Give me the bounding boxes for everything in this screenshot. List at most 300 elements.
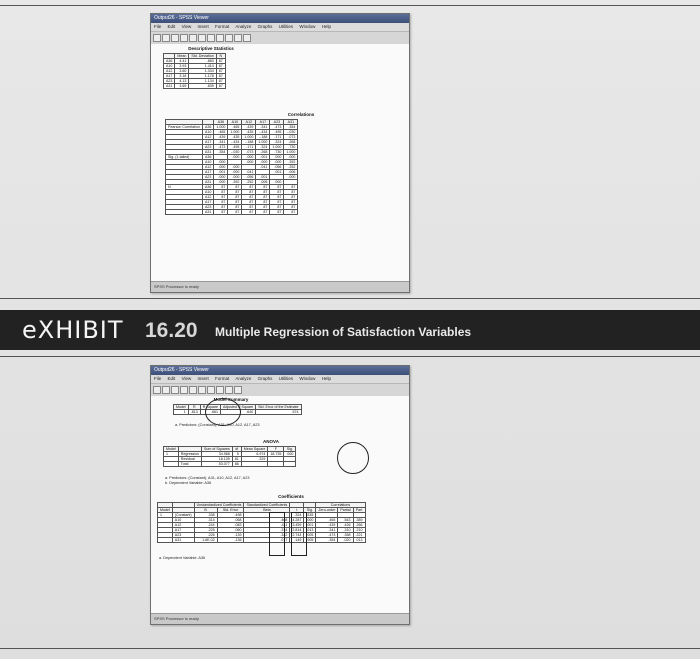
table-row <box>166 155 298 160</box>
table-cell: .465 <box>214 130 228 135</box>
table-cell: 87 <box>284 200 298 205</box>
menu-view[interactable]: View <box>181 376 192 381</box>
table-cell: .324 <box>290 513 304 518</box>
table-cell: .252 <box>242 180 256 185</box>
table-cell: .060 <box>217 528 244 533</box>
table-cell: 5 <box>232 452 241 457</box>
table-cell: 87 <box>242 205 256 210</box>
table-cell: .017 <box>244 538 290 543</box>
table-cell: .439 <box>316 523 338 528</box>
table-cell: .905 <box>304 538 316 543</box>
t-column-highlight <box>269 512 285 556</box>
table-cell: 87 <box>242 195 256 200</box>
table-cell: 87 <box>270 205 284 210</box>
table-cell: A10 <box>202 190 213 195</box>
table-cell: .221 <box>353 533 365 538</box>
table-cell: -.434 <box>256 130 270 135</box>
table-cell: .439 <box>214 135 228 140</box>
table-cell: .498 <box>217 513 244 518</box>
correlations-body <box>166 125 298 215</box>
table-cell: Residual <box>178 457 201 462</box>
exhibit-caption: Multiple Regression of Satisfaction Variables <box>215 325 472 339</box>
top-rule <box>0 5 700 6</box>
table-cell: 87 <box>256 195 270 200</box>
table-cell: .000 <box>284 175 298 180</box>
table-cell: .000 <box>228 165 242 170</box>
table-cell: 87 <box>214 195 228 200</box>
coefficients-title: Coefficients <box>278 494 304 499</box>
descriptives-body <box>164 59 226 89</box>
descriptives-table: Mean Std. Deviation N A36 4.41 .883 87 A10 3.93 1.414 87 A12 3.60 1.334 87 A17 3.16 1.178 87 A23 4.13 1.134 87 A31 3.69 .839 87 <box>163 53 226 89</box>
table-cell: .001 <box>214 170 228 175</box>
table-cell: .314 <box>194 518 217 523</box>
table-cell: 87 <box>216 84 225 89</box>
variables-icon[interactable] <box>225 386 233 394</box>
table-cell: .001 <box>256 175 270 180</box>
anova-note-b: b. Dependent Variable: A36 <box>165 481 212 485</box>
table-cell: -.188 <box>256 135 270 140</box>
table-cell: .068 <box>217 518 244 523</box>
model-summary-title: Model Summary <box>213 397 249 402</box>
table-row <box>164 462 296 467</box>
table-cell: 1.000 <box>270 145 284 150</box>
exhibit-number: 16.20 <box>145 319 198 342</box>
table-cell <box>164 462 179 467</box>
table-cell: .006 <box>256 180 270 185</box>
table-cell: 87 <box>214 185 228 190</box>
menu-analyze[interactable]: Analyze <box>235 376 252 381</box>
table-cell: Sig. (1-tailed) <box>166 155 203 160</box>
menu-window[interactable]: Window <box>299 24 316 29</box>
table-cell: .435 <box>242 130 256 135</box>
table-cell: .426 <box>338 523 353 528</box>
table-cell: 87 <box>214 210 228 215</box>
table-cell: 18.735 <box>268 452 284 457</box>
table-cell: .210 <box>353 528 365 533</box>
table-cell: 87 <box>214 200 228 205</box>
model-summary-note: a. Predictors: (Constant), A31, A10, A12, A17, A23 <box>175 423 260 427</box>
table-cell: 1.334 <box>189 69 216 74</box>
table-cell: 87 <box>228 200 242 205</box>
menu-bar <box>151 375 409 384</box>
table-cell: 86 <box>232 462 241 467</box>
table-cell <box>158 538 173 543</box>
table-cell: .358 <box>338 533 353 538</box>
table-cell: 87 <box>228 210 242 215</box>
table-cell: .000 <box>242 155 256 160</box>
menu-utilities[interactable]: Utilities <box>278 24 294 29</box>
table-cell: A12 <box>202 195 213 200</box>
table-cell: .252 <box>284 165 298 170</box>
table-cell: .535 <box>304 513 316 518</box>
table-cell: 1.6E-02 <box>194 538 217 543</box>
table-cell: .000 <box>228 155 242 160</box>
output-pane <box>151 396 409 614</box>
menu-edit[interactable]: Edit <box>167 376 176 381</box>
table-cell: 1.134 <box>189 79 216 84</box>
table-cell: 3.16 <box>175 74 189 79</box>
table-cell: 87 <box>216 74 225 79</box>
table-cell: .310 <box>338 528 353 533</box>
table-cell: A12 <box>202 165 213 170</box>
menu-file[interactable]: File <box>154 376 162 381</box>
table-cell: A36 <box>202 125 213 130</box>
table-cell: 87 <box>256 185 270 190</box>
table-cell: A23 <box>172 533 194 538</box>
table-cell: 3.69 <box>175 84 189 89</box>
table-cell: 4.41 <box>175 59 189 64</box>
table-cell: 87 <box>214 205 228 210</box>
table-cell: A17 <box>202 170 213 175</box>
table-cell: 87 <box>284 190 298 195</box>
table-cell: 1.000 <box>228 130 242 135</box>
table-cell: .338 <box>194 513 217 518</box>
export-icon[interactable] <box>189 34 197 42</box>
window-title: Output26 - SPSS Viewer <box>151 14 409 23</box>
table-cell: A31 <box>172 538 194 543</box>
table-cell: .341 <box>256 125 270 130</box>
table-cell: .268 <box>284 140 298 145</box>
table-cell: .000 <box>256 160 270 165</box>
table-cell: 87 <box>284 195 298 200</box>
undo-icon[interactable] <box>198 34 206 42</box>
select-icon[interactable] <box>234 34 242 42</box>
table-cell: 1.178 <box>189 74 216 79</box>
table-cell: .468 <box>244 518 290 523</box>
table-cell: 53.077 <box>201 462 232 467</box>
table-cell: 81 <box>232 457 241 462</box>
print-icon[interactable] <box>171 386 179 394</box>
table-cell: .392 <box>284 160 298 165</box>
table-row <box>158 538 366 543</box>
table-cell: 1 <box>158 513 173 518</box>
table-cell: 6.974 <box>241 452 268 457</box>
table-cell: A17 <box>202 140 213 145</box>
table-cell: 3.60 <box>175 69 189 74</box>
goto-data-icon[interactable] <box>207 34 215 42</box>
table-cell: .000 <box>270 180 284 185</box>
table-cell: 87 <box>242 200 256 205</box>
correlations-title: Correlations <box>287 112 315 117</box>
table-cell: A17 <box>164 74 175 79</box>
table-cell: 18.109 <box>201 457 232 462</box>
table-cell: 87 <box>270 210 284 215</box>
table-cell: .000 <box>228 175 242 180</box>
preview-icon[interactable] <box>180 386 188 394</box>
open-icon[interactable] <box>153 386 161 394</box>
table-cell: .495 <box>270 130 284 135</box>
table-cell: .149 <box>290 538 304 543</box>
table-cell: 1.414 <box>189 64 216 69</box>
table-cell: .883 <box>189 59 216 64</box>
menu-format[interactable]: Format <box>215 376 230 381</box>
menu-edit[interactable]: Edit <box>167 24 176 29</box>
print-icon[interactable] <box>171 34 179 42</box>
table-cell: A23 <box>202 175 213 180</box>
sig-highlight <box>337 442 369 474</box>
table-cell: .324 <box>270 140 284 145</box>
table-cell: .392 <box>228 180 242 185</box>
table-cell: .000 <box>228 170 242 175</box>
table-cell: .329 <box>241 457 268 462</box>
table-cell: A12 <box>164 69 175 74</box>
table-cell: .083 <box>217 523 244 528</box>
table-cell: .073 <box>284 135 298 140</box>
table-cell: -.188 <box>242 140 256 145</box>
table-cell: A31 <box>202 150 213 155</box>
coefficients-table: Unstandardized Coefficients Standardized Coefficients Correlations Model B Std. Error Beta t Sig. Zero-order Partial Part 1 (Constant) .338 .498 .324 .535 A10 .314 .068 .468 4.287 .000 .465 .543 .389 A12 .244 .083 .411 3.459 .001 .439 .426 .266 A17 .225 .060 .314 2.814 .013 .341 .310 .210 A23 .226 .139 .342 2.744 .005 .473 .358 .221 A31 1.6E-02 .136 .017 .149 .905 .354 .020 .013 <box>157 502 366 543</box>
table-cell: 87 <box>216 79 225 84</box>
undo-icon[interactable] <box>198 386 206 394</box>
table-cell <box>268 462 284 467</box>
table-cell: .465 <box>316 518 338 523</box>
table-cell: A36 <box>202 185 213 190</box>
table-cell: .000 <box>214 165 228 170</box>
table-cell: -.030 <box>228 150 242 155</box>
chart-icon[interactable] <box>216 386 224 394</box>
table-cell: 3.93 <box>175 64 189 69</box>
table-cell: .324 <box>256 145 270 150</box>
table-cell: A23 <box>202 205 213 210</box>
table-cell: .136 <box>217 538 244 543</box>
table-cell: A23 <box>164 79 175 84</box>
table-cell: 87 <box>228 190 242 195</box>
table-cell: .473 <box>270 125 284 130</box>
correlations-table: A36 A10 A12 A17 A23 A31 Pearson Correlation A36 1.000 .465 .439 .341 .473 .354 A10 .465 1.000 .435 -.434 .495 -.030 A12 .439 .435 1.000 -.188 .171 .073 A17 .341 -.434 -.188 1.000 .324 .268 A23 .473 .495 .171 .324 1.000 .730 A31 .354 -.030 .073 .268 .730 1.000 Sig. (1-tailed) A36 .000 .000 .001 .000 .000 A10 .000 .000 .000 .000 .392 A12 .000 .000 .041 .056 .252 A17 .001 .000 .041 .001 .006 A23 .000 .000 .056 .001 .000 A31 .000 .392 .252 .006 .000 N A36 87 87 87 87 87 87 A10 87 87 87 87 87 87 A12 87 87 87 87 87 87 A17 87 87 87 87 87 87 A23 87 87 87 87 87 87 A31 87 87 87 87 87 87 <box>165 119 298 215</box>
table-cell: -.030 <box>284 130 298 135</box>
table-cell: A17 <box>202 200 213 205</box>
table-cell: .056 <box>270 165 284 170</box>
table-cell: A12 <box>202 135 213 140</box>
chart-icon[interactable] <box>216 34 224 42</box>
r-square-highlight <box>205 398 241 426</box>
table-cell: .226 <box>194 533 217 538</box>
table-cell: .000 <box>270 160 284 165</box>
table-cell: A10 <box>172 518 194 523</box>
menu-insert[interactable]: Insert <box>197 24 209 29</box>
table-cell: 87 <box>214 190 228 195</box>
table-row <box>164 452 296 457</box>
table-cell: .266 <box>353 523 365 528</box>
table-cell: Total <box>178 462 201 467</box>
table-row <box>164 84 226 89</box>
table-cell: .000 <box>284 452 296 457</box>
rule-below-banner <box>0 356 700 357</box>
table-cell: 87 <box>228 195 242 200</box>
table-cell: .171 <box>270 135 284 140</box>
table-cell: 34.968 <box>201 452 232 457</box>
table-cell: .730 <box>284 145 298 150</box>
status-bar: SPSS Processor is ready <box>151 281 409 292</box>
model-summary-table: Model R R Square Adjusted R Square Std. Error of the Estimate 1 .813 .661 .640 .574 <box>173 404 302 415</box>
table-cell: 1.000 <box>214 125 228 130</box>
table-row <box>166 210 298 215</box>
table-cell: 87 <box>242 190 256 195</box>
menu-help[interactable]: Help <box>321 24 331 29</box>
table-cell: A10 <box>202 160 213 165</box>
menu-window[interactable]: Window <box>299 376 316 381</box>
menu-help[interactable]: Help <box>321 376 331 381</box>
table-cell: .000 <box>214 175 228 180</box>
table-cell: .411 <box>244 523 290 528</box>
status-bar: SPSS Processor is ready <box>151 613 409 624</box>
table-cell: .013 <box>353 538 365 543</box>
table-cell: 87 <box>270 190 284 195</box>
table-cell: .000 <box>284 155 298 160</box>
table-cell: .001 <box>304 523 316 528</box>
table-cell: 2.744 <box>290 533 304 538</box>
table-cell: .056 <box>242 175 256 180</box>
bottom-rule <box>0 648 700 649</box>
exhibit-banner <box>0 310 700 350</box>
table-cell: .005 <box>304 533 316 538</box>
table-cell: .354 <box>316 538 338 543</box>
table-cell: 4.13 <box>175 79 189 84</box>
table-cell: A31 <box>164 84 175 89</box>
menu-view[interactable]: View <box>181 24 192 29</box>
table-cell: .041 <box>256 165 270 170</box>
table-cell: .000 <box>304 518 316 523</box>
table-cell: 87 <box>216 69 225 74</box>
exhibit-word: eXHIBIT <box>22 316 124 344</box>
table-cell: 87 <box>270 195 284 200</box>
save-icon[interactable] <box>162 386 170 394</box>
menu-graphs[interactable]: Graphs <box>257 376 273 381</box>
table-cell: .543 <box>338 518 353 523</box>
table-cell: .171 <box>242 145 256 150</box>
table-cell: Pearson Correlation <box>166 125 203 130</box>
spss-window-descriptives <box>150 13 410 293</box>
table-cell: 87 <box>256 205 270 210</box>
table-cell: 87 <box>228 205 242 210</box>
table-cell: N <box>166 185 203 190</box>
table-cell: 87 <box>242 185 256 190</box>
table-cell: .000 <box>214 160 228 165</box>
menu-analyze[interactable]: Analyze <box>235 24 252 29</box>
sig-column-highlight <box>291 512 307 556</box>
variables-icon[interactable] <box>225 34 233 42</box>
table-row <box>166 125 298 130</box>
table-cell: 87 <box>284 210 298 215</box>
export-icon[interactable] <box>189 386 197 394</box>
table-cell: .073 <box>242 150 256 155</box>
table-cell: 4.287 <box>290 518 304 523</box>
anova-note-a: a. Predictors: (Constant), A31, A10, A12, A17, A23 <box>165 476 250 480</box>
table-cell: .225 <box>194 528 217 533</box>
table-cell: .439 <box>242 125 256 130</box>
table-cell: 3.459 <box>290 523 304 528</box>
menu-graphs[interactable]: Graphs <box>257 24 273 29</box>
table-cell: 87 <box>228 185 242 190</box>
table-cell <box>284 462 296 467</box>
table-cell: -.434 <box>228 140 242 145</box>
table-cell: 1.000 <box>256 140 270 145</box>
table-cell: A36 <box>164 59 175 64</box>
table-cell: A12 <box>172 523 194 528</box>
table-cell: Regression <box>178 452 201 457</box>
table-cell: .000 <box>270 155 284 160</box>
table-cell: .354 <box>214 150 228 155</box>
table-cell: .342 <box>244 533 290 538</box>
table-cell: .473 <box>316 533 338 538</box>
table-cell: 1 <box>164 452 179 457</box>
save-icon[interactable] <box>162 34 170 42</box>
table-cell: 87 <box>256 190 270 195</box>
table-cell: 87 <box>242 210 256 215</box>
table-cell: (Constant) <box>172 513 194 518</box>
table-cell: .730 <box>270 150 284 155</box>
table-cell: .354 <box>284 125 298 130</box>
coefficients-note: a. Dependent Variable: A36 <box>159 556 206 560</box>
menu-bar <box>151 23 409 32</box>
table-cell: .041 <box>242 170 256 175</box>
descriptives-title: Descriptive Statistics <box>188 46 234 51</box>
spss-window-regression <box>150 365 410 625</box>
table-cell: .465 <box>228 125 242 130</box>
preview-icon[interactable] <box>180 34 188 42</box>
table-cell: .001 <box>256 155 270 160</box>
table-cell: .139 <box>217 533 244 538</box>
table-cell: 1.000 <box>242 135 256 140</box>
table-cell: 87 <box>216 64 225 69</box>
table-cell: .495 <box>228 145 242 150</box>
open-icon[interactable] <box>153 34 161 42</box>
table-cell: A31 <box>202 210 213 215</box>
table-cell: .268 <box>256 150 270 155</box>
menu-utilities[interactable]: Utilities <box>278 376 294 381</box>
output-pane <box>151 44 409 282</box>
table-cell: .244 <box>194 523 217 528</box>
table-cell: .341 <box>214 140 228 145</box>
insert-icon[interactable] <box>243 34 251 42</box>
table-cell: A10 <box>202 130 213 135</box>
table-cell: .000 <box>242 160 256 165</box>
table-cell: 87 <box>256 210 270 215</box>
window-title: Output26 - SPSS Viewer <box>151 366 409 375</box>
table-cell: A36 <box>202 155 213 160</box>
table-cell: 87 <box>270 185 284 190</box>
table-cell: 1.000 <box>284 150 298 155</box>
menu-file[interactable]: File <box>154 24 162 29</box>
anova-title: ANOVA <box>263 439 279 444</box>
table-cell: 2.814 <box>290 528 304 533</box>
rule-above-banner <box>0 298 700 299</box>
table-cell: A23 <box>202 145 213 150</box>
anova-body <box>164 452 296 467</box>
table-cell: .006 <box>284 170 298 175</box>
table-cell: 87 <box>270 200 284 205</box>
table-cell: 87 <box>284 185 298 190</box>
menu-insert[interactable]: Insert <box>197 376 209 381</box>
table-cell: A31 <box>202 180 213 185</box>
table-cell: .013 <box>304 528 316 533</box>
table-cell: .000 <box>214 180 228 185</box>
table-cell: A10 <box>164 64 175 69</box>
select-icon[interactable] <box>234 386 242 394</box>
table-cell: 87 <box>216 59 225 64</box>
table-cell: .314 <box>244 528 290 533</box>
table-cell: .020 <box>338 538 353 543</box>
menu-format[interactable]: Format <box>215 24 230 29</box>
table-cell: .389 <box>353 518 365 523</box>
table-cell: .435 <box>228 135 242 140</box>
table-cell: .001 <box>270 170 284 175</box>
goto-data-icon[interactable] <box>207 386 215 394</box>
table-cell <box>241 462 268 467</box>
table-cell: 87 <box>284 205 298 210</box>
anova-table: Model Sum of Squares df Mean Square F Sig. 1 Regression 34.968 5 6.974 18.735 .000 Residual 18.109 81 .329 Total 53.077 86 <box>163 446 296 467</box>
table-cell: .341 <box>316 528 338 533</box>
